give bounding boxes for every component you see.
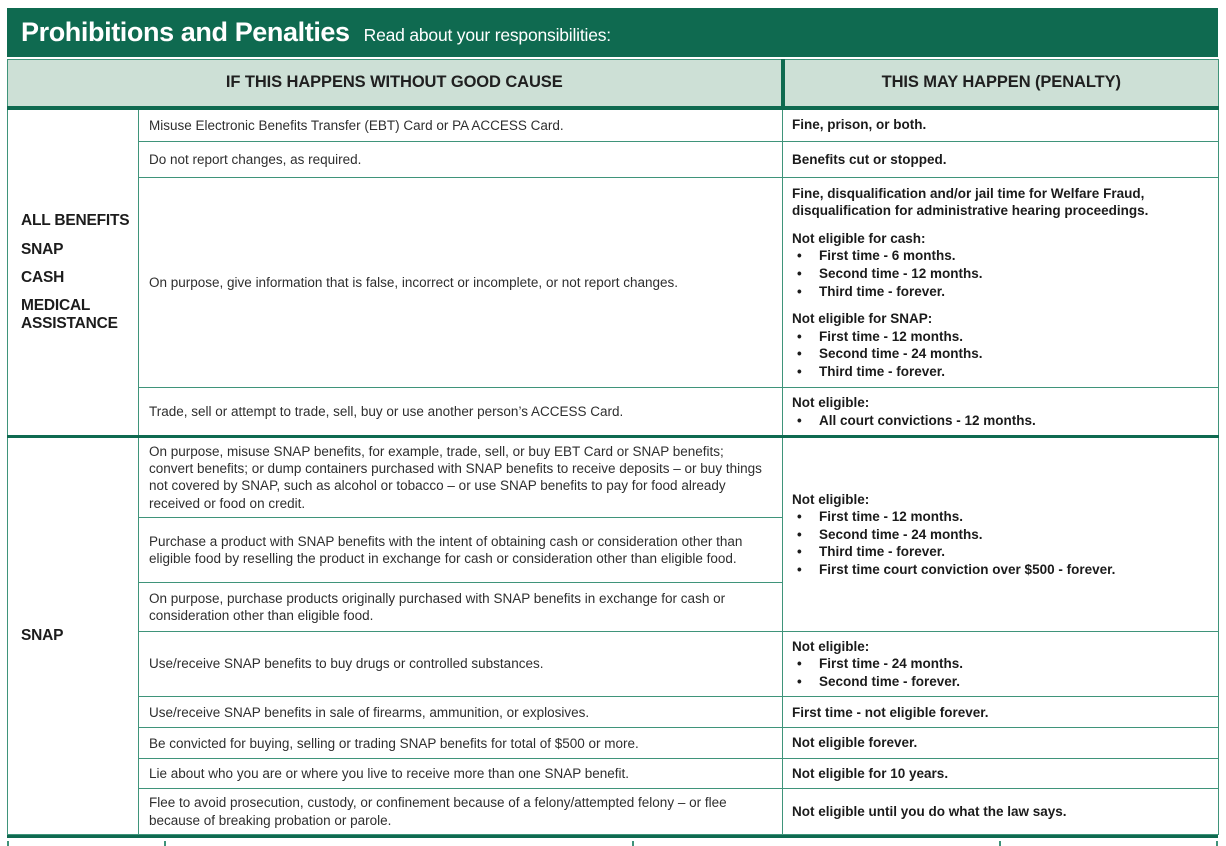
penalty-cell [783, 758, 1219, 789]
table-row [8, 108, 1219, 142]
penalty-cell [783, 631, 1219, 697]
table-row [8, 789, 1219, 834]
penalty-list-item [792, 655, 1208, 673]
penalty-block: Not eligible for 10 years. [792, 765, 949, 781]
penalty-list-item [792, 412, 1208, 430]
partial-grid-line [164, 841, 166, 846]
penalty-list-title: Not eligible: [792, 491, 870, 507]
penalty-block [792, 230, 1208, 300]
penalty-block [792, 638, 1208, 691]
penalty-block: Not eligible forever. [792, 735, 918, 751]
penalty-list-title: Not eligible for cash: [792, 230, 926, 246]
cause-cell: Lie about who you are or where you live to receive more than one SNAP benefit. [139, 758, 783, 789]
bullet-icon: • [797, 673, 802, 689]
penalty-list-item [792, 283, 1208, 301]
table-row [8, 697, 1219, 728]
partial-grid-line [632, 841, 634, 846]
penalty-block: First time - not eligible forever. [792, 704, 989, 720]
penalty-cell [783, 108, 1219, 142]
partial-grid-line [7, 841, 9, 846]
penalty-cell [783, 388, 1219, 437]
category-label: CASH [21, 269, 65, 287]
penalty-item-text: First time - 12 months. [819, 328, 964, 344]
penalty-item-text: Second time - 24 months. [819, 526, 983, 542]
penalty-list-item [792, 673, 1208, 691]
cause-cell: Flee to avoid prosecution, custody, or confinement because of a felony/attempted felony – or flee because of breaking probation or parole. [139, 789, 783, 834]
page-title: Prohibitions and Penalties [21, 17, 350, 47]
penalty-list-title: Not eligible: [792, 638, 870, 654]
bullet-icon: • [797, 509, 802, 525]
bullet-icon: • [797, 346, 802, 362]
penalty-item-text: Third time - forever. [819, 283, 946, 299]
cause-cell: Do not report changes, as required. [139, 142, 783, 178]
bullet-icon: • [797, 363, 802, 379]
penalty-list-item [792, 363, 1208, 381]
next-section-partial-row [7, 835, 1218, 844]
category-cell [8, 437, 139, 835]
penalty-item-text: Second time - 12 months. [819, 265, 983, 281]
table-row [8, 758, 1219, 789]
partial-grid-line [999, 841, 1001, 846]
page-subtitle: Read about your responsibilities: [363, 24, 611, 45]
section-title-bar [7, 8, 1218, 57]
table-row [8, 437, 1219, 518]
cause-cell: Purchase a product with SNAP benefits with the intent of obtaining cash or consideration other than eligible food by reselling the product in exchange for cash or consideration other than eligible food. [139, 517, 783, 582]
penalty-list-item [792, 265, 1208, 283]
penalty-block [792, 491, 1208, 579]
penalty-block: Fine, disqualification and/or jail time for Welfare Fraud, disqualification for administrative hearing proceedings. [792, 185, 1149, 219]
cause-cell: Use/receive SNAP benefits in sale of firearms, ammunition, or explosives. [139, 697, 783, 728]
penalty-list-item [792, 508, 1208, 526]
partial-grid-line [1216, 841, 1218, 846]
penalty-item-text: First time - 12 months. [819, 509, 964, 525]
penalty-cell [783, 142, 1219, 178]
penalty-item-text: First time court conviction over $500 - forever. [819, 561, 1116, 577]
penalty-list-item [792, 526, 1208, 544]
prohibitions-table [7, 59, 1219, 835]
category-label: MEDICAL ASSISTANCE [21, 297, 118, 332]
penalty-item-text: Third time - forever. [819, 363, 946, 379]
cause-cell: Trade, sell or attempt to trade, sell, buy or use another person’s ACCESS Card. [139, 388, 783, 437]
cause-cell: Misuse Electronic Benefits Transfer (EBT) Card or PA ACCESS Card. [139, 108, 783, 142]
cause-cell: On purpose, purchase products originally purchased with SNAP benefits in exchange for cash or consideration other than eligible food. [139, 582, 783, 631]
penalty-item-text: Second time - forever. [819, 673, 961, 689]
bullet-icon: • [797, 283, 802, 299]
penalty-block: Not eligible until you do what the law says. [792, 803, 1067, 819]
bullet-icon: • [797, 561, 802, 577]
table-row [8, 142, 1219, 178]
penalty-list-item [792, 543, 1208, 561]
penalty-item-text: First time - 24 months. [819, 656, 964, 672]
table-header-row [8, 60, 1219, 108]
cause-cell: Use/receive SNAP benefits to buy drugs or controlled substances. [139, 631, 783, 697]
penalty-block [792, 310, 1208, 380]
bullet-icon: • [797, 526, 802, 542]
column-header-cause: IF THIS HAPPENS WITHOUT GOOD CAUSE [8, 60, 783, 108]
penalty-cell [783, 437, 1219, 632]
penalty-block: Fine, prison, or both. [792, 117, 927, 133]
bullet-icon: • [797, 265, 802, 281]
category-cell [8, 108, 139, 437]
penalty-list-item [792, 247, 1208, 265]
table-row [8, 388, 1219, 437]
penalty-list-title: Not eligible for SNAP: [792, 311, 933, 327]
category-label: ALL BENEFITS [21, 212, 130, 230]
cause-cell: Be convicted for buying, selling or trading SNAP benefits for total of $500 or more. [139, 728, 783, 759]
column-header-penalty: THIS MAY HAPPEN (PENALTY) [783, 60, 1219, 108]
penalty-item-text: First time - 6 months. [819, 248, 956, 264]
penalty-block: Benefits cut or stopped. [792, 151, 947, 167]
penalty-list-item [792, 345, 1208, 363]
category-label: SNAP [21, 240, 64, 258]
penalty-item-text: Second time - 24 months. [819, 346, 983, 362]
cause-cell: On purpose, misuse SNAP benefits, for example, trade, sell, or buy EBT Card or SNAP benefits; convert benefits; or dump containers purchased with SNAP benefits to receive deposits – or buy things not covered by SNAP, such as alcohol or tobacco – or use SNAP benefits to pay for food already received or food on credit. [139, 437, 783, 518]
table-row [8, 728, 1219, 759]
penalty-list-item [792, 328, 1208, 346]
penalty-item-text: All court convictions - 12 months. [819, 412, 1036, 428]
bullet-icon: • [797, 328, 802, 344]
table-body [8, 60, 1219, 835]
bullet-icon: • [797, 656, 802, 672]
penalty-cell [783, 789, 1219, 834]
bullet-icon: • [797, 412, 802, 428]
penalty-item-text: Third time - forever. [819, 544, 946, 560]
penalty-list-item [792, 561, 1208, 579]
penalty-cell [783, 728, 1219, 759]
penalty-block [792, 394, 1208, 429]
category-label: SNAP [21, 627, 64, 645]
table-row [8, 631, 1219, 697]
penalty-list-title: Not eligible: [792, 395, 870, 410]
penalty-cell [783, 178, 1219, 388]
bullet-icon: • [797, 544, 802, 560]
penalty-cell [783, 697, 1219, 728]
table-row [8, 178, 1219, 388]
cause-cell: On purpose, give information that is false, incorrect or incomplete, or not report changes. [139, 178, 783, 388]
bullet-icon: • [797, 248, 802, 264]
